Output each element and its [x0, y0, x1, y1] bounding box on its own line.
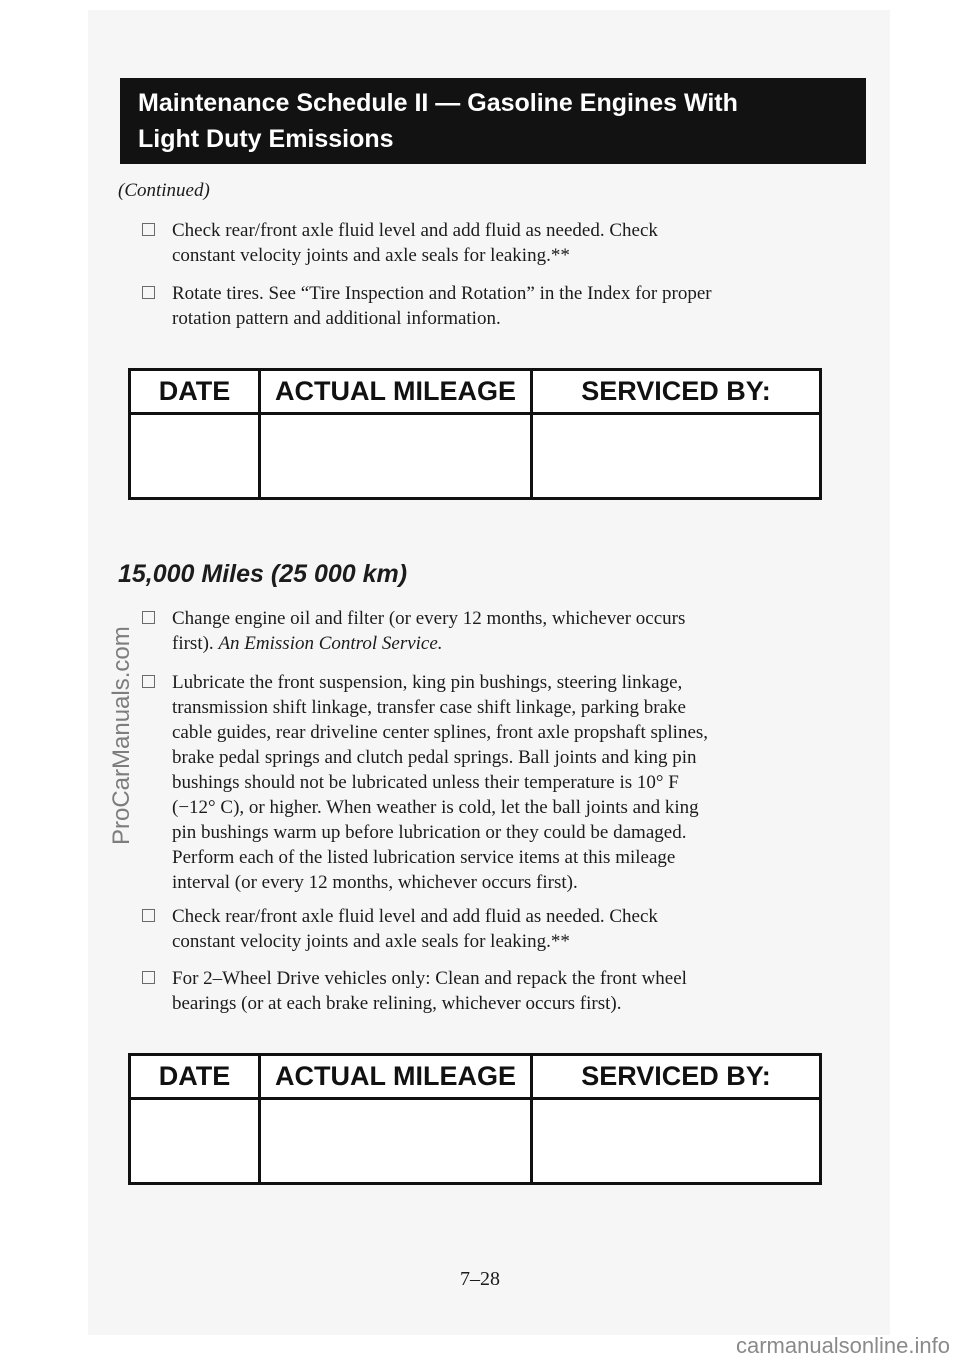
checklist-item	[142, 670, 832, 895]
mileage-header: ACTUAL MILEAGE	[275, 1061, 516, 1091]
item-line: constant velocity joints and axle seals for leaking.**	[172, 931, 570, 952]
item-line: transmission shift linkage, transfer case shift linkage, parking brake	[172, 697, 686, 718]
item-text-plain: first).	[172, 633, 219, 654]
item-line: (−12° C), or higher. When weather is cold, let the ball joints and king	[172, 797, 699, 818]
date-header: DATE	[158, 1061, 231, 1091]
item-line	[172, 631, 832, 656]
checkbox-icon[interactable]	[142, 223, 155, 236]
item-line: Check rear/front axle fluid level and add fluid as needed. Check	[172, 220, 658, 241]
item-line: interval (or every 12 months, whichever occurs first).	[172, 872, 578, 893]
item-line: cable guides, rear driveline center splines, front axle propshaft splines,	[172, 722, 709, 743]
checkbox-icon[interactable]	[142, 611, 155, 624]
page-number: 7–28	[460, 1268, 500, 1290]
section-banner	[120, 78, 866, 164]
item-line: bearings (or at each brake relining, whichever occurs first).	[172, 993, 622, 1014]
checklist-item	[142, 904, 832, 954]
service-log-table	[128, 1053, 822, 1185]
item-line: brake pedal springs and clutch pedal springs. Ball joints and king pin	[172, 747, 697, 768]
side-watermark: ProCarManuals.com	[108, 626, 135, 845]
checklist-item	[142, 966, 832, 1016]
banner-line-2: Light Duty Emissions	[138, 125, 394, 153]
footer-watermark: carmanualsonline.info	[735, 1333, 950, 1358]
item-line: Lubricate the front suspension, king pin bushings, steering linkage,	[172, 672, 683, 693]
item-line: For 2–Wheel Drive vehicles only: Clean and repack the front wheel	[172, 968, 687, 989]
checkbox-icon[interactable]	[142, 909, 155, 922]
item-line: Check rear/front axle fluid level and add fluid as needed. Check	[172, 906, 658, 927]
emission-control-note: An Emission Control Service.	[218, 633, 443, 654]
checkbox-icon[interactable]	[142, 675, 155, 688]
banner-line-1: Maintenance Schedule II — Gasoline Engines With	[138, 89, 738, 117]
service-log-table	[128, 368, 822, 500]
checklist-item	[142, 606, 832, 656]
serviced-by-header: SERVICED BY:	[581, 376, 771, 406]
item-line: rotation pattern and additional information.	[172, 308, 501, 329]
mileage-header: ACTUAL MILEAGE	[275, 376, 516, 406]
item-line: Change engine oil and filter (or every 12 months, whichever occurs	[172, 608, 686, 629]
checkbox-icon[interactable]	[142, 971, 155, 984]
item-line: pin bushings warm up before lubrication or they could be damaged.	[172, 822, 687, 843]
date-header: DATE	[158, 376, 231, 406]
continued-label: (Continued)	[118, 180, 210, 201]
item-line: constant velocity joints and axle seals for leaking.**	[172, 245, 570, 266]
item-line: Perform each of the listed lubrication service items at this mileage	[172, 847, 676, 868]
checklist-item	[142, 218, 832, 268]
mileage-heading: 15,000 Miles (25 000 km)	[118, 560, 408, 588]
serviced-by-header: SERVICED BY:	[581, 1061, 771, 1091]
checkbox-icon[interactable]	[142, 286, 155, 299]
item-line: bushings should not be lubricated unless their temperature is 10° F	[172, 772, 679, 793]
checklist-item	[142, 281, 832, 331]
item-line: Rotate tires. See “Tire Inspection and Rotation” in the Index for proper	[172, 283, 712, 304]
